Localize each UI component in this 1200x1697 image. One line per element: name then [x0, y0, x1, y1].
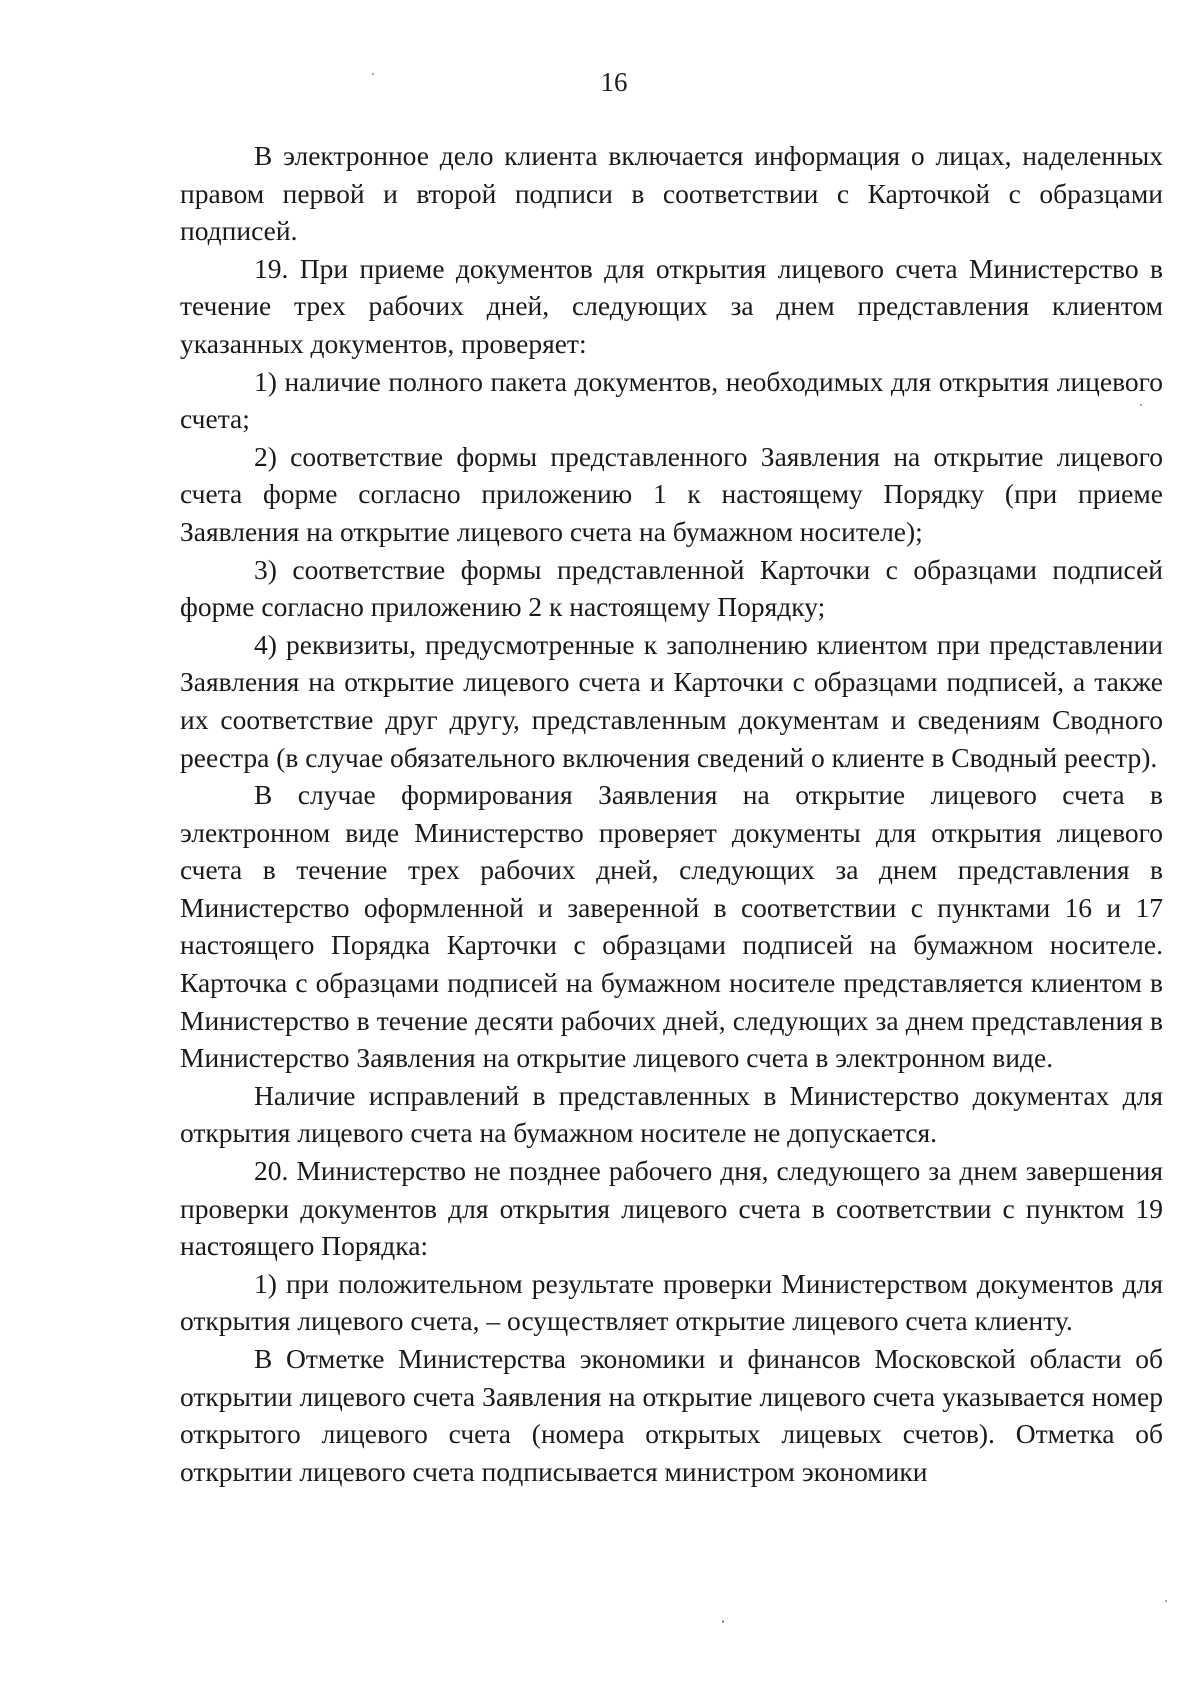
paragraph-check-2: 2) соответствие формы представленного Заявления на открытие лицевого счета форме согласно приложению 1 к настоящему Порядку (при приеме Заявления на открытие лицевого счета на бумажном носителе); [180, 440, 1163, 547]
paragraph-item-19: 19. При приеме документов для открытия лицевого счета Министерство в течение трех рабочих дней, следующих за днем представления клиентом указанных документов, проверяет: [180, 252, 1163, 359]
paragraph-no-corrections: Наличие исправлений в представленных в Министерство документах для открытия лицевого счета на бумажном носителе не допускается. [180, 1079, 1163, 1149]
paragraph-item-20: 20. Министерство не позднее рабочего дня, следующего за днем завершения проверки документов для открытия лицевого счета в соответствии с пунктом 19 настоящего Порядка: [180, 1155, 1163, 1262]
scan-speck [372, 73, 374, 75]
paragraph-ministry-mark: В Отметке Министерства экономики и финансов Московской области об открытии лицевого счета Заявления на открытие лицевого счета указывается номер открытого лицевого счета (номера открытых лицевых счетов). Отметка об открытии лицевого счета подписывается министром экономики [180, 1343, 1163, 1487]
scan-speck [1140, 404, 1142, 406]
paragraph-electronic-application: В случае формирования Заявления на открытие лицевого счета в электронном виде Министерство проверяет документы для открытия лицевого счета в течение трех рабочих дней, следующих за днем представления в Министерство оформленной и заверенной в соответствии с пунктами 16 и 17 настоящего Порядка Карточки с образцами подписей на бумажном носителе. Карточка с образцами подписей на бумажном носителе представляется клиентом в Министерство в течение десяти рабочих дней, следующих за днем представления в Министерство Заявления на открытие лицевого счета в электронном виде. [180, 779, 1163, 1074]
scan-speck [722, 1620, 724, 1623]
scan-speck [1165, 1600, 1167, 1602]
document-body [180, 137, 1163, 1490]
paragraph-check-1: 1) наличие полного пакета документов, необходимых для открытия лицевого счета; [180, 365, 1163, 435]
paragraph-check-3: 3) соответствие формы представленной Карточки с образцами подписей форме согласно приложению 2 к настоящему Порядку; [180, 553, 1163, 623]
paragraph-check-4: 4) реквизиты, предусмотренные к заполнению клиентом при представлении Заявления на открытие лицевого счета и Карточки с образцами подписей, а также их соответствие друг другу, представленным документам и сведениям Сводного реестра (в случае обязательного включения сведений о клиенте в Сводный реестр). [180, 628, 1163, 773]
paragraph-result-1: 1) при положительном результате проверки Министерством документов для открытия лицевого счета, – осуществляет открытие лицевого счета клиенту. [180, 1267, 1163, 1337]
paragraph-electronic-file: В электронное дело клиента включается информация о лицах, наделенных правом первой и второй подписи в соответствии с Карточкой с образцами подписей. [180, 140, 1163, 247]
page-number: 16 [600, 67, 628, 97]
